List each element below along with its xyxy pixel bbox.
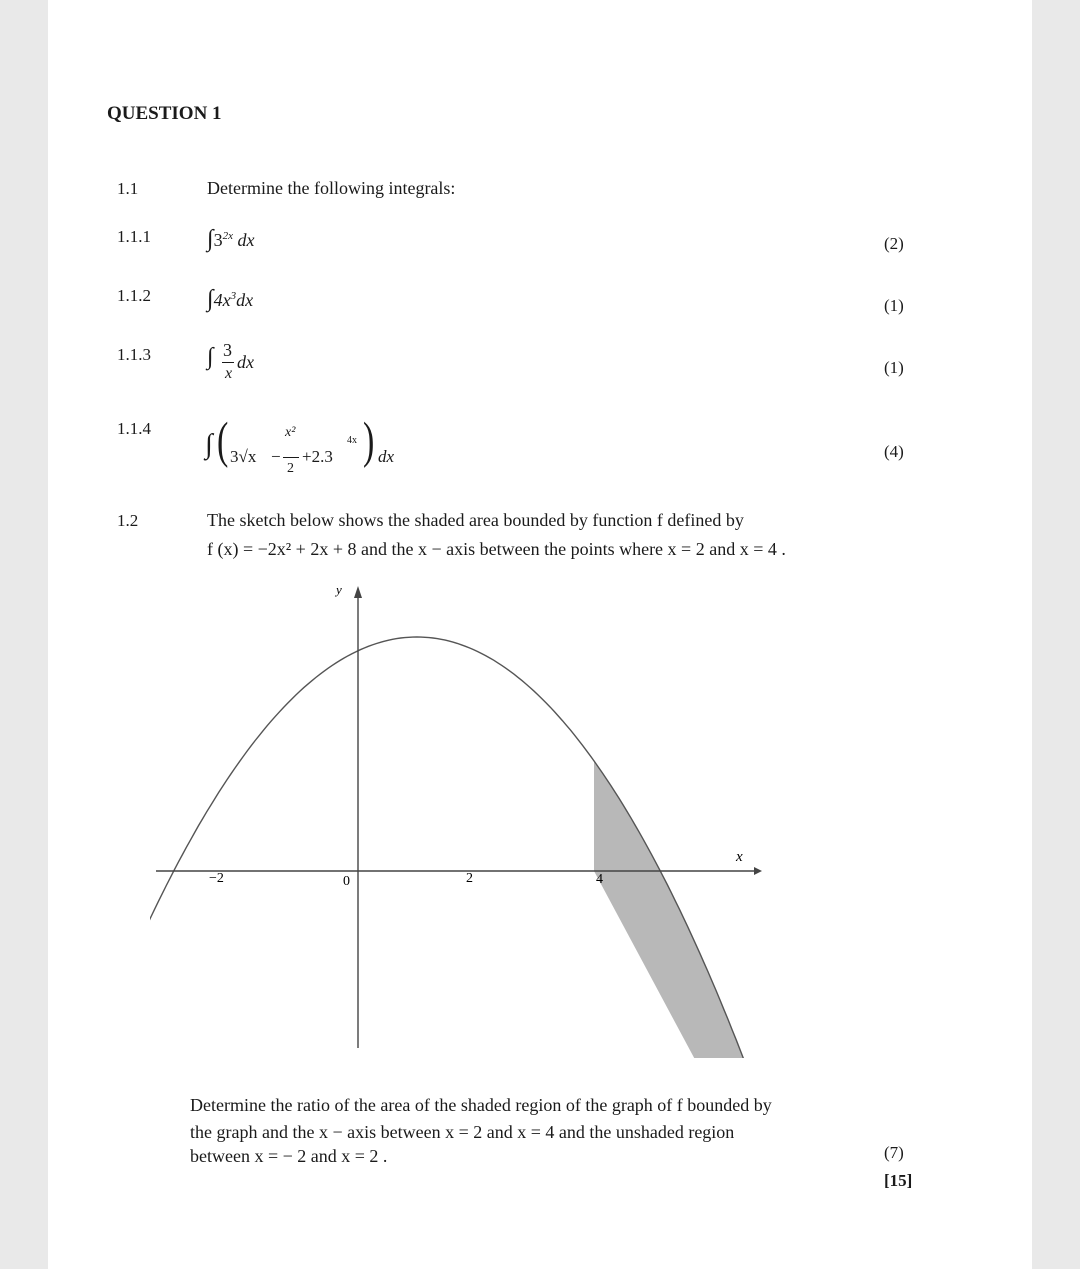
integral-dx: dx [378, 447, 395, 466]
integral-dx: dx [236, 290, 254, 310]
final-question-line2: the graph and the x − axis between x = 2 and x = 4 and the unshaded region [190, 1122, 735, 1142]
integral-exponent: 2x [222, 230, 233, 242]
integral-sign: ∫ [207, 226, 214, 252]
final-question-line3: between x = − 2 and x = 2 . [190, 1146, 388, 1166]
x-axis-arrow [754, 867, 762, 875]
plus-term: +2.3 [302, 447, 333, 466]
question-number-1-2: 1.2 [117, 511, 139, 530]
fraction-bar [222, 362, 234, 363]
total-marks: [15] [884, 1171, 913, 1190]
integral-dx: dx [237, 352, 254, 372]
question-number-1-1-2: 1.1.2 [117, 286, 151, 305]
integral-exponent: 3 [230, 290, 237, 302]
y-axis-label: y [336, 582, 342, 597]
exponent: 4x [347, 435, 357, 446]
question-number-1-1-3: 1.1.3 [117, 345, 151, 364]
integral-1-1-4 [205, 415, 415, 485]
marks-1-1-4: (4) [884, 442, 904, 461]
question-1-2-line1: The sketch below shows the shaded area bounded by function f defined by [207, 510, 744, 530]
fraction-denominator: x [225, 365, 233, 382]
integral-sign: ∫ [205, 429, 213, 460]
left-paren: ( [217, 413, 229, 469]
x-axis-label: x [736, 849, 743, 865]
question-number-1-1-4: 1.1.4 [117, 419, 151, 438]
integral-1-1-1 [207, 226, 254, 253]
shaded-region [594, 761, 770, 1058]
integral-sign: ∫ [207, 344, 214, 370]
question-number-1-1: 1.1 [117, 179, 139, 198]
question-1-1-text: Determine the following integrals: [207, 178, 456, 198]
marks-1-1-3: (1) [884, 358, 904, 377]
marks-1-2: (7) [884, 1143, 904, 1162]
sqrt-term: 3√x [230, 447, 257, 466]
integral-base: 3 [213, 230, 223, 250]
tick-label-2: 2 [466, 871, 473, 886]
minus-sign: − [271, 447, 281, 466]
integral-1-1-2 [207, 286, 253, 313]
integral-sign: ∫ [207, 286, 214, 312]
integral-1-1-3 [207, 340, 277, 392]
fraction-bar [283, 457, 299, 458]
final-question-line1: Determine the ratio of the area of the shaded region of the graph of f bounded by [190, 1095, 772, 1115]
fraction-numerator: 3 [223, 340, 232, 360]
tick-label-4: 4 [596, 872, 603, 887]
right-paren: ) [363, 413, 375, 469]
marks-1-1-1: (2) [884, 234, 904, 253]
tick-label-0: 0 [343, 874, 350, 889]
fraction-denominator: 2 [287, 461, 294, 476]
integral-dx: dx [237, 230, 255, 250]
question-number-1-1-1: 1.1.1 [117, 227, 151, 246]
tick-label-neg2: −2 [209, 871, 224, 886]
y-axis-arrow [354, 586, 362, 598]
integral-coefficient: 4x [213, 290, 231, 310]
question-heading: QUESTION 1 [107, 103, 222, 124]
question-1-2-line2: f (x) = −2x² + 2x + 8 and the x − axis between the points where x = 2 and x = 4 . [207, 539, 786, 559]
parabola-graph [150, 578, 770, 1058]
fraction-numerator: x² [285, 425, 296, 440]
marks-1-1-2: (1) [884, 296, 904, 315]
